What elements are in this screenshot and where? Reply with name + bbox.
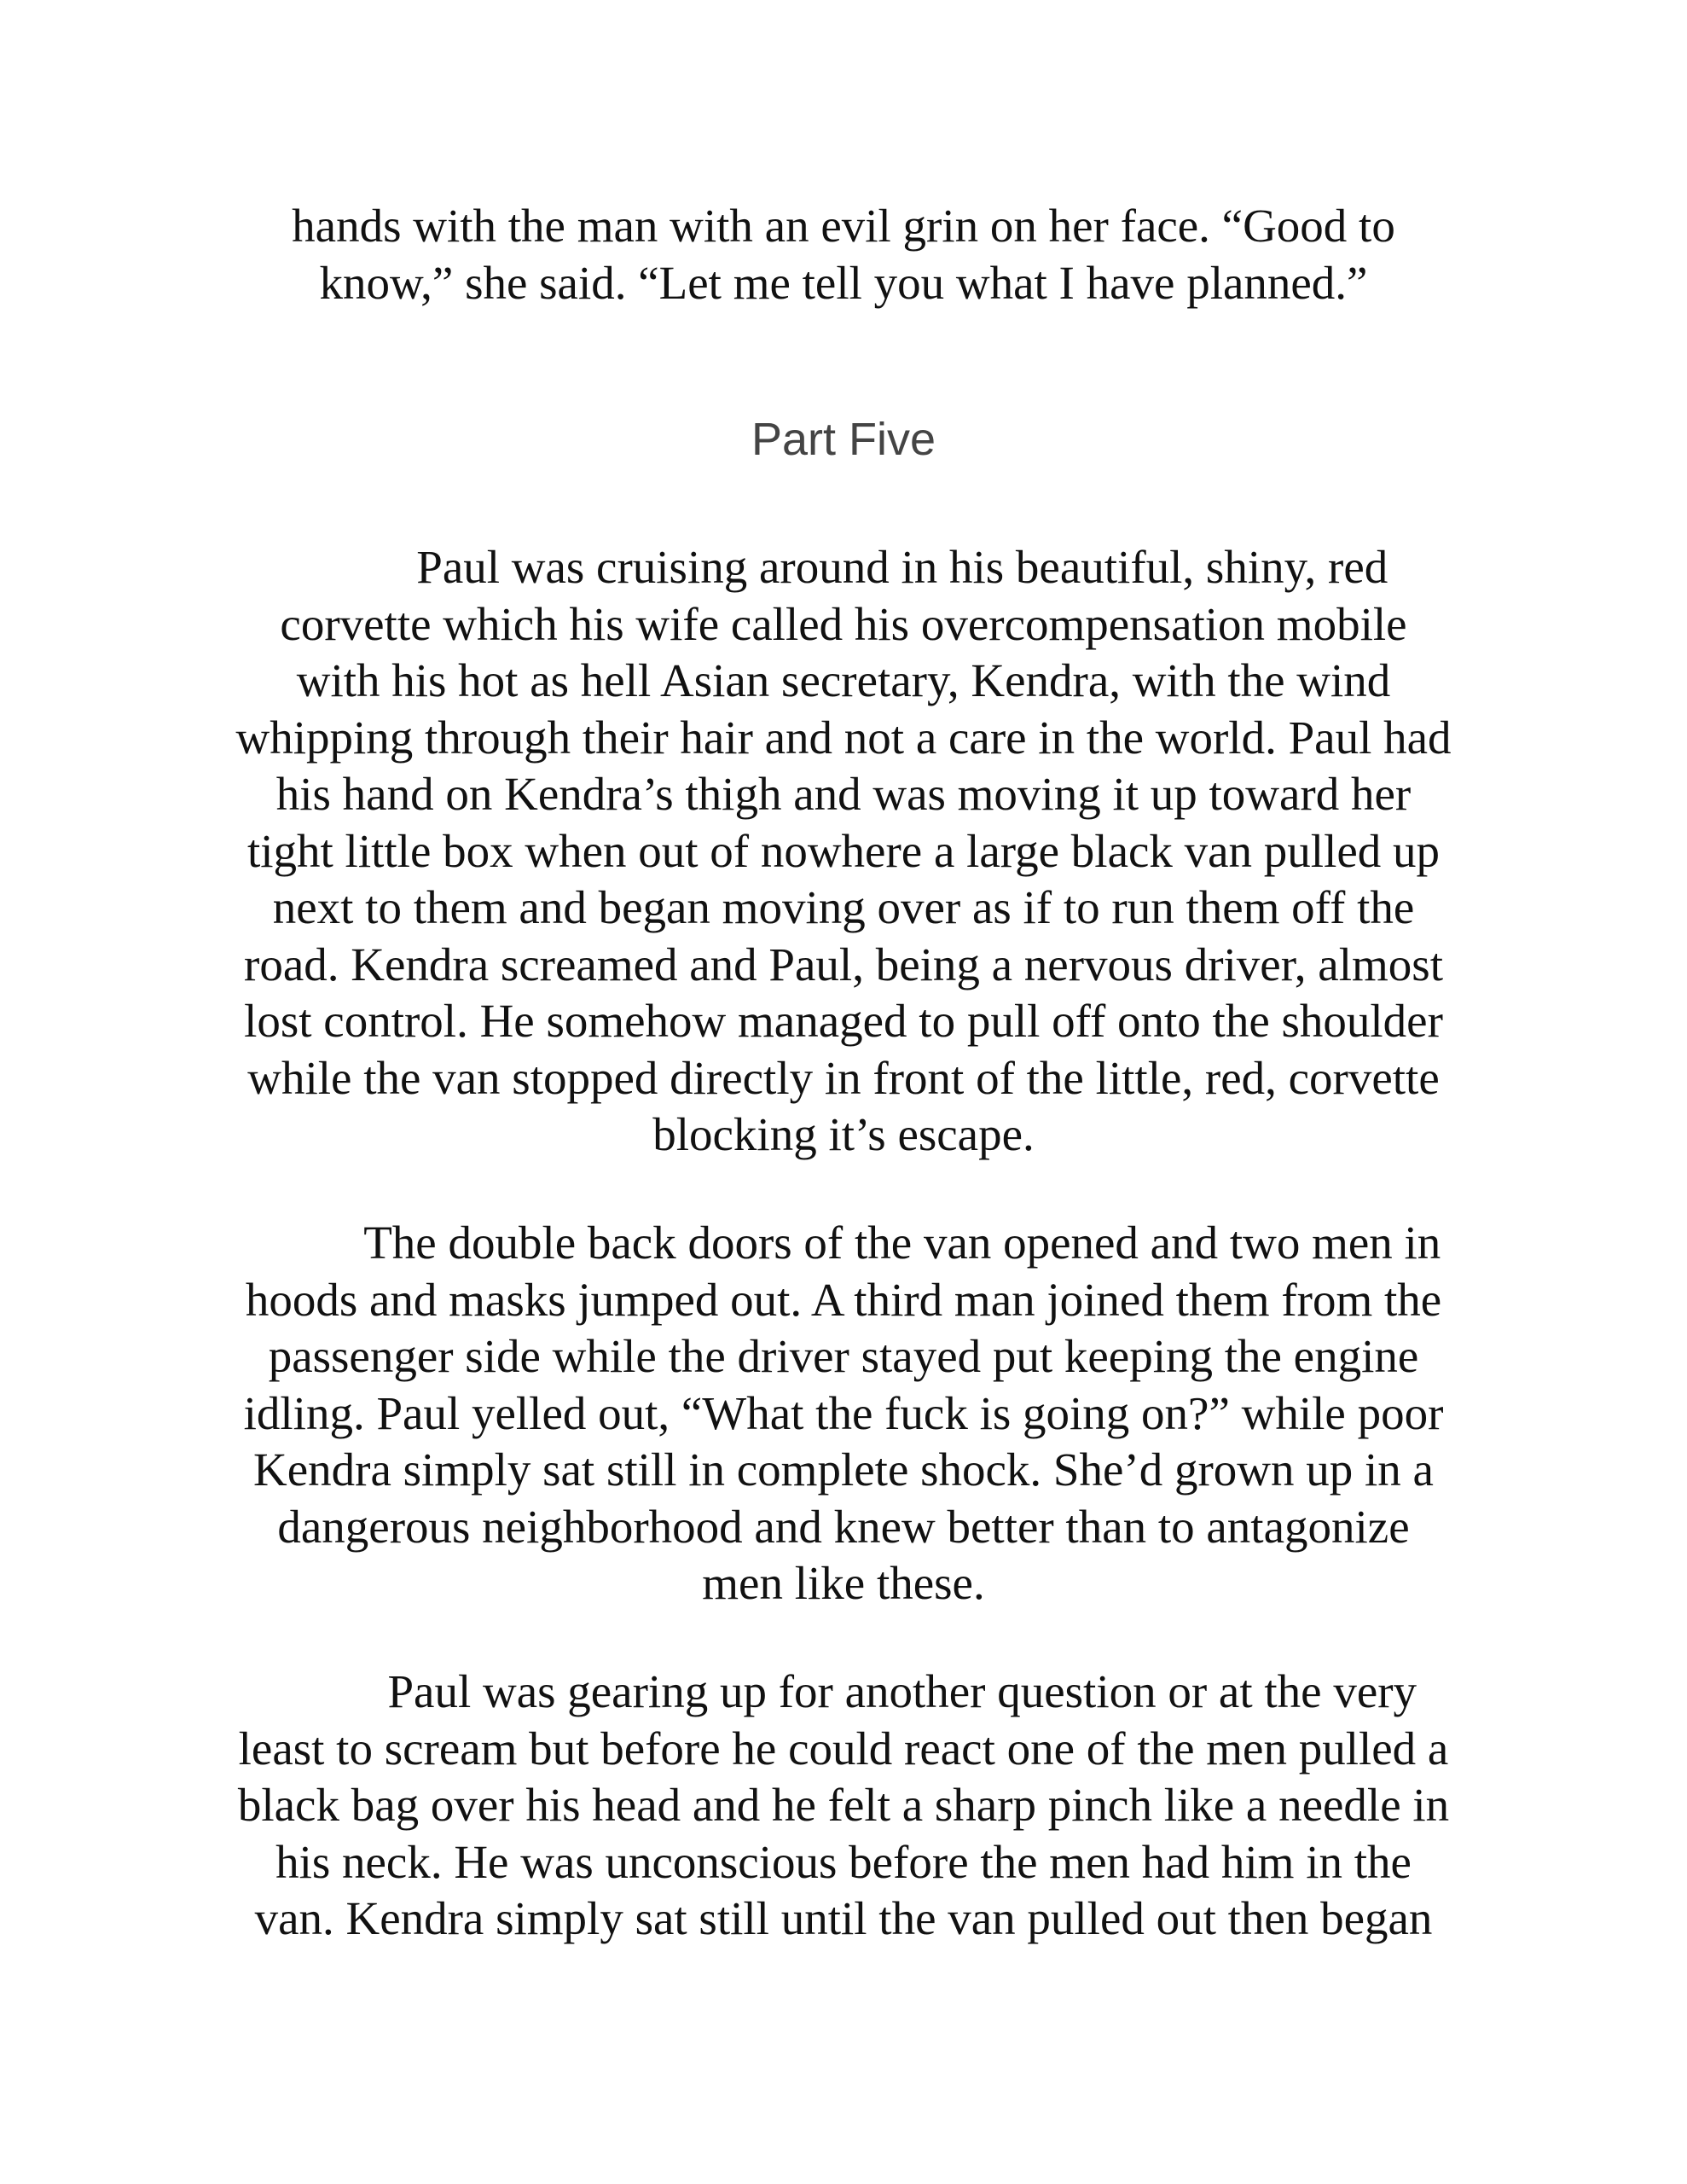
text-line: van. Kendra simply sat still until the van pulled out then began	[254, 1892, 1433, 1944]
text-line: whipping through their hair and not a care in the world. Paul had	[235, 711, 1452, 764]
text-line: dangerous neighborhood and knew better than to antagonize	[277, 1500, 1410, 1553]
carry-over-paragraph	[171, 198, 1516, 311]
text-line: his neck. He was unconscious before the men had him in the	[275, 1835, 1412, 1888]
text-line: tight little box when out of nowhere a large black van pulled up	[246, 824, 1441, 877]
text-line: with his hot as hell Asian secretary, Kendra, with the wind	[296, 654, 1391, 706]
text-line: passenger side while the driver stayed put keeping the engine	[268, 1330, 1419, 1382]
text-line: men like these.	[702, 1557, 985, 1609]
text-line: while the van stopped directly in front of the little, red, corvette	[247, 1051, 1440, 1104]
section-heading: Part Five	[751, 414, 936, 465]
text-line: idling. Paul yelled out, “What the fuck is going on?” while poor	[243, 1386, 1444, 1439]
text-line: hoods and masks jumped out. A third man joined them from the	[245, 1273, 1442, 1326]
text-line: lost control. He somehow managed to pull off onto the shoulder	[244, 995, 1443, 1047]
text-line: black bag over his head and he felt a sharp pinch like a needle in	[237, 1779, 1450, 1831]
text-line: hands with the man with an evil grin on her face. “Good to	[292, 200, 1395, 252]
text-line: Kendra simply sat still in complete shock. She’d grown up in a	[253, 1443, 1434, 1496]
text-line: road. Kendra screamed and Paul, being a nervous driver, almost	[244, 938, 1443, 990]
paragraph	[171, 539, 1516, 1164]
text-line: blocking it’s escape.	[652, 1108, 1035, 1160]
text-line: corvette which his wife called his overcompensation mobile	[280, 597, 1407, 650]
text-line: next to them and began moving over as if to run them off the	[272, 881, 1415, 933]
text-line: least to scream but before he could react one of the men pulled a	[238, 1722, 1449, 1774]
text-line: Paul was cruising around in his beautiful, shiny, red	[299, 541, 1388, 593]
text-line: his hand on Kendra’s thigh and was moving it up toward her	[275, 768, 1412, 820]
paragraph	[171, 1215, 1516, 1612]
text-line: The double back doors of the van opened and two men in	[246, 1217, 1441, 1269]
text-line: Paul was gearing up for another question or at the very	[270, 1665, 1417, 1717]
text-line: know,” she said. “Let me tell you what I have planned.”	[319, 256, 1368, 309]
paragraph	[171, 1664, 1516, 1948]
